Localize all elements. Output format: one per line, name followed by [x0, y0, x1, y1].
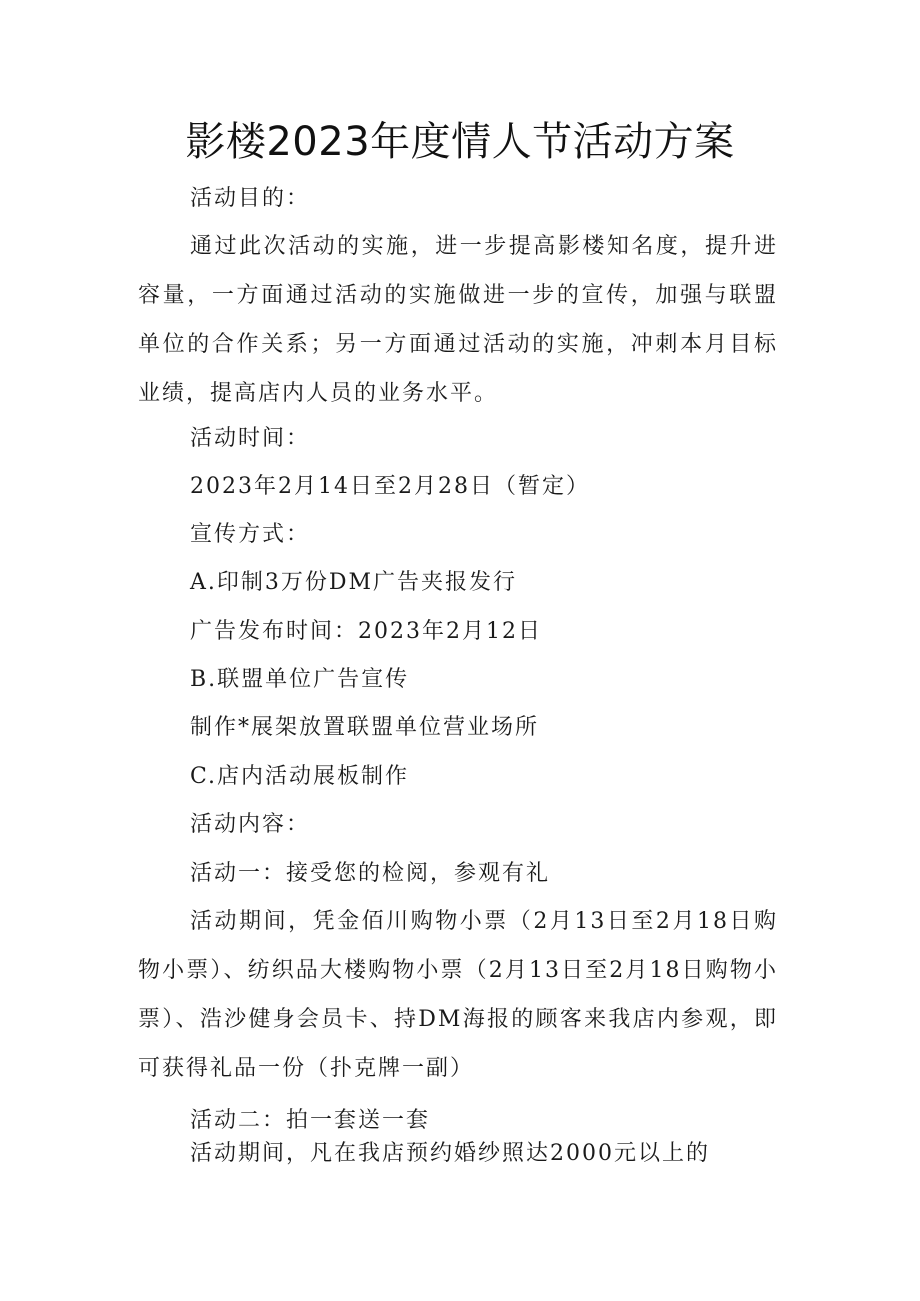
- content-heading: 活动内容：: [190, 812, 311, 837]
- promo-item-b: B.联盟单位广告宣传: [190, 667, 410, 692]
- promo-heading: 宣传方式：: [190, 522, 311, 547]
- promo-item-a-date: 广告发布时间：2023年2月12日: [190, 619, 542, 644]
- activity-one-title: 活动一：接受您的检阅，参观有礼: [190, 861, 551, 886]
- promo-item-a: A.印制3万份DM广告夹报发行: [190, 570, 518, 595]
- promo-item-b-detail: 制作*展架放置联盟单位营业场所: [190, 715, 540, 740]
- purpose-heading: 活动目的：: [190, 186, 311, 211]
- time-text: 2023年2月14日至2月28日（暂定）: [190, 474, 590, 499]
- activity-one-paragraph: 活动期间，凭金佰川购物小票（2月13日至2月18日购物小票）、纺织品大楼购物小票（2月13日至2月18日购物小票）、浩沙健身会员卡、持DM海报的顾客来我店内参观，即可获得礼品一份（扑克牌一副）: [138, 909, 778, 1081]
- activity-two-text: 活动期间，凡在我店预约婚纱照达2000元以上的: [190, 1141, 710, 1166]
- purpose-paragraph: 通过此次活动的实施，进一步提高影楼知名度，提升进容量，一方面通过活动的实施做进一步的宣传，加强与联盟单位的合作关系；另一方面通过活动的实施，冲刺本月目标业绩，提高店内人员的业务水平。: [138, 234, 778, 406]
- time-heading: 活动时间：: [190, 426, 311, 451]
- activity-two-title: 活动二：拍一套送一套: [190, 1108, 431, 1133]
- document-title: 影楼2023年度情人节活动方案: [185, 119, 735, 165]
- promo-item-c: C.店内活动展板制作: [190, 764, 410, 789]
